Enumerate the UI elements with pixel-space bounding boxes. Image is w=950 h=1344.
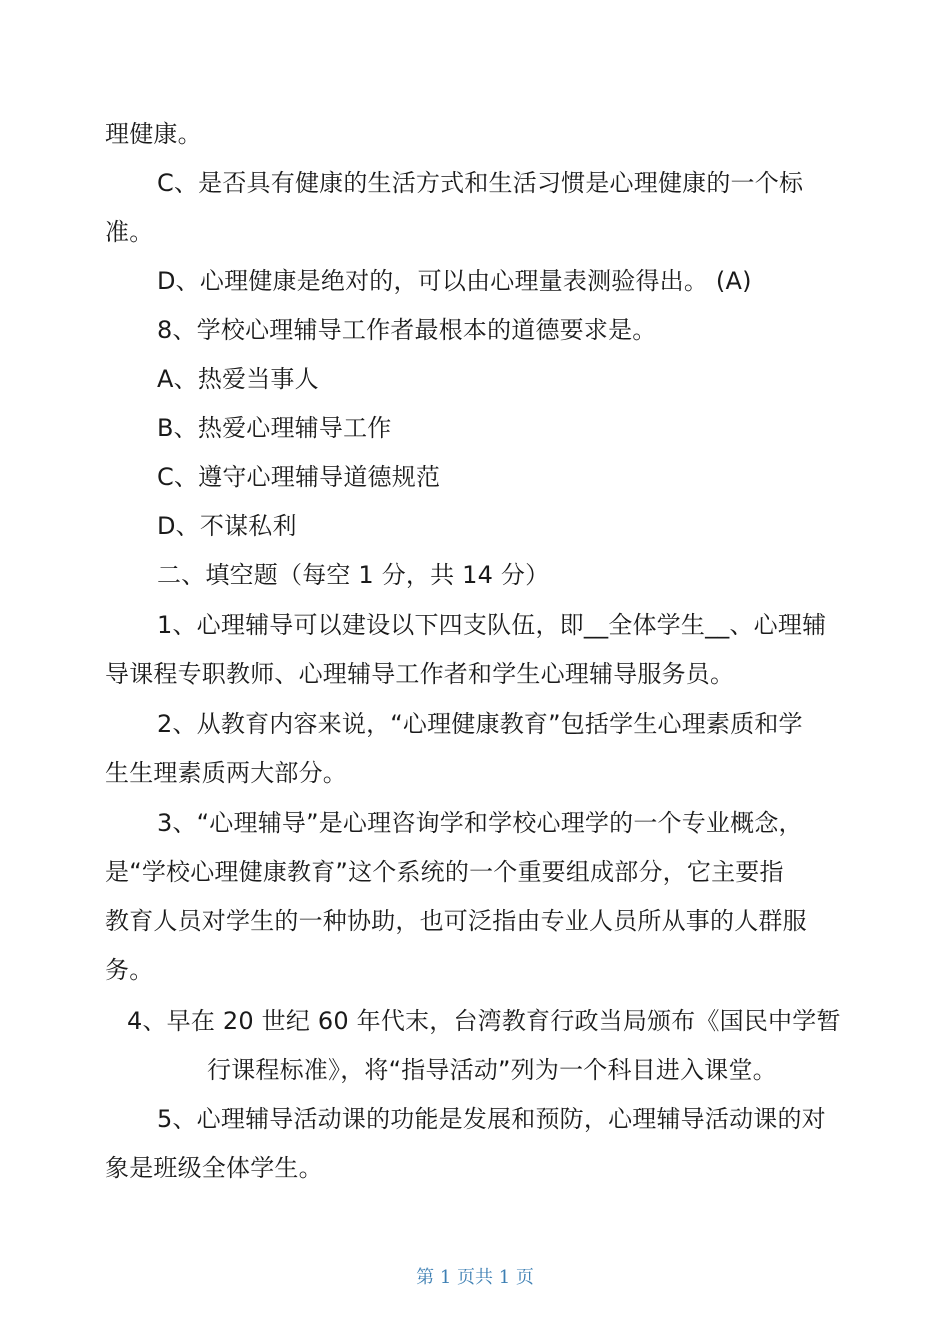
text-line: D、不谋私利 [157,512,297,540]
text-line: 3、“心理辅导”是心理咨询学和学校心理学的一个专业概念， [157,809,803,837]
text-line: 4、早在 20 世纪 60 年代末，台湾教育行政当局颁布《国民中学暂 [127,1007,841,1035]
text-line: 象是班级全体学生。 [105,1154,323,1182]
text-line: 务。 [105,956,154,984]
text-line: 行课程标准》，将“指导活动”列为一个科目进入课堂。 [207,1056,777,1084]
text-line: 导课程专职教师、心理辅导工作者和学生心理辅导服务员。 [105,660,735,688]
text-line: 教育人员对学生的一种协助，也可泛指由专业人员所从事的人群服 [105,907,807,935]
text-line: 8、学校心理辅导工作者最根本的道德要求是。 [157,316,657,344]
text-line: D、心理健康是绝对的，可以由心理量表测验得出。 (A) [157,267,752,295]
text-line: A、热爱当事人 [157,365,319,393]
text-line: 5、心理辅导活动课的功能是发展和预防，心理辅导活动课的对 [157,1105,826,1133]
text-line: B、热爱心理辅导工作 [157,414,392,442]
text-line: 生生理素质两大部分。 [105,759,347,787]
text-line: 是“学校心理健康教育”这个系统的一个重要组成部分，它主要指 [105,858,784,886]
text-line: 准。 [105,218,154,246]
page-number-footer: 第 1 页共 1 页 [416,1267,534,1288]
text-line: C、遵守心理辅导道德规范 [157,463,441,491]
text-line: 1、心理辅导可以建设以下四支队伍，即__全体学生__、心理辅 [157,611,827,639]
text-line: 理健康。 [105,120,202,148]
text-line: C、是否具有健康的生活方式和生活习惯是心理健康的一个标 [157,169,804,197]
text-line: 2、从教育内容来说，“心理健康教育”包括学生心理素质和学 [157,710,803,738]
section-heading: 二、填空题（每空 1 分，共 14 分） [157,561,550,589]
